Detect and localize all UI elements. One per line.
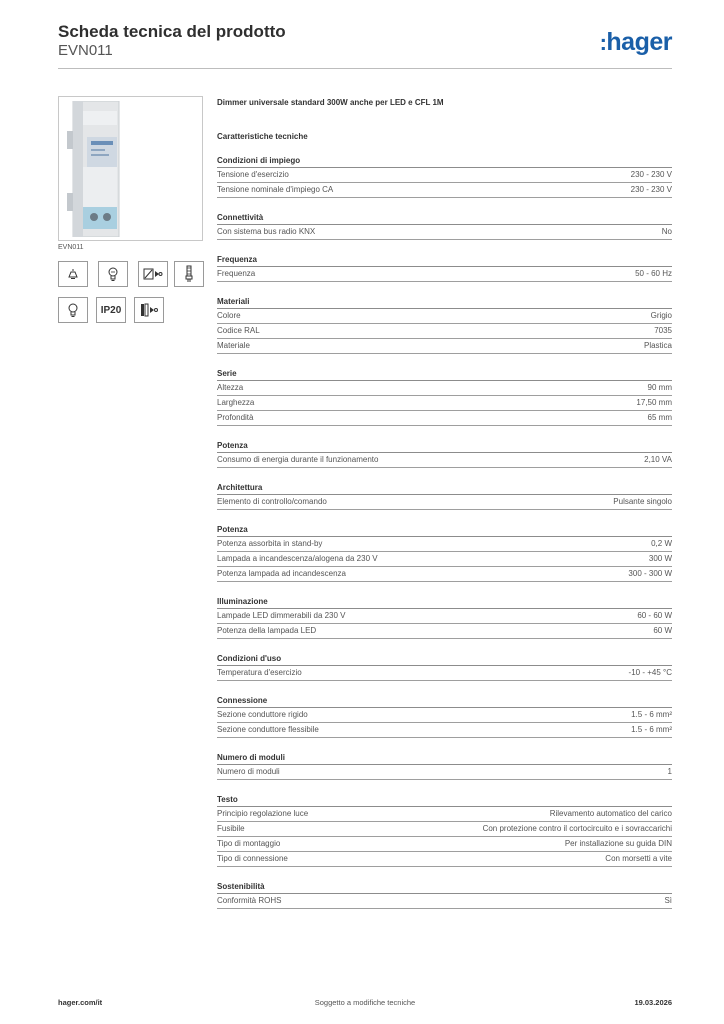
spec-row (217, 537, 672, 552)
spec-row (217, 453, 672, 468)
spec-value: 1.5 - 6 mm² (631, 710, 672, 719)
logo-text: hager (606, 28, 672, 56)
ceiling-lamp-icon (58, 261, 88, 287)
spec-label: Frequenza (217, 269, 256, 278)
spec-row (217, 495, 672, 510)
ip20-icon: IP20 (96, 297, 126, 323)
spec-content (217, 97, 672, 923)
spec-value: 1 (667, 767, 672, 776)
spec-row (217, 708, 672, 723)
spec-label: Lampade LED dimmerabili da 230 V (217, 611, 346, 620)
spec-section (217, 524, 672, 582)
spec-label: Tensione d'esercizio (217, 170, 289, 179)
spec-label: Conformità ROHS (217, 896, 282, 905)
spec-row (217, 567, 672, 582)
section-title: Sostenibilità (217, 881, 672, 894)
din-module-icon (134, 297, 164, 323)
page-footer (58, 998, 672, 1008)
spec-section (217, 653, 672, 681)
section-title: Potenza (217, 524, 672, 537)
spec-row (217, 624, 672, 639)
spec-value: 0,2 W (651, 539, 672, 548)
dimmer-device-illustration (67, 101, 125, 237)
section-title: Condizioni di impiego (217, 155, 672, 168)
spec-section (217, 368, 672, 426)
spec-value: 65 mm (647, 413, 672, 422)
image-caption: EVN011 (58, 244, 84, 251)
spec-label: Materiale (217, 341, 250, 350)
spec-label: Tensione nominale d'impiego CA (217, 185, 334, 194)
spec-row (217, 324, 672, 339)
page-header (58, 22, 286, 60)
spec-label: Consumo di energia durante il funzionamento (217, 455, 379, 464)
spec-value: Con morsetti a vite (605, 854, 672, 863)
spec-label: Potenza lampada ad incandescenza (217, 569, 346, 578)
spec-label: Numero di moduli (217, 767, 280, 776)
section-title: Serie (217, 368, 672, 381)
spec-row (217, 309, 672, 324)
spec-value: 2,10 VA (644, 455, 672, 464)
spec-section (217, 695, 672, 738)
spec-row (217, 339, 672, 354)
section-title: Frequenza (217, 254, 672, 267)
product-image (58, 96, 203, 241)
spec-section (217, 482, 672, 510)
spec-label: Sezione conduttore flessibile (217, 725, 319, 734)
spec-label: Tipo di connessione (217, 854, 288, 863)
spec-sections (217, 155, 672, 909)
spec-value: -10 - +45 °C (628, 668, 672, 677)
spec-row (217, 765, 672, 780)
spec-section (217, 296, 672, 354)
spec-row (217, 822, 672, 837)
spec-section (217, 794, 672, 867)
spec-row (217, 807, 672, 822)
section-title: Materiali (217, 296, 672, 309)
product-description: Dimmer universale standard 300W anche per LED e CFL 1M (217, 98, 444, 107)
spec-label: Colore (217, 311, 241, 320)
spec-label: Fusibile (217, 824, 245, 833)
section-title: Numero di moduli (217, 752, 672, 765)
specs-heading: Caratteristiche tecniche (217, 132, 308, 141)
led-tube-icon (174, 261, 204, 287)
spec-value: Grigio (650, 311, 672, 320)
spec-label: Tipo di montaggio (217, 839, 281, 848)
spec-section (217, 752, 672, 780)
spec-row (217, 267, 672, 282)
footer-website-link[interactable]: hager.com/it (58, 998, 103, 1007)
spec-section (217, 440, 672, 468)
header-divider (58, 68, 672, 69)
spec-section (217, 881, 672, 909)
spec-label: Altezza (217, 383, 244, 392)
spec-value: 7035 (654, 326, 672, 335)
spec-value: 1.5 - 6 mm² (631, 725, 672, 734)
spec-label: Con sistema bus radio KNX (217, 227, 316, 236)
section-title: Connessione (217, 695, 672, 708)
spec-value: 230 - 230 V (630, 170, 672, 179)
dimmable-bulb-icon (98, 261, 128, 287)
section-title: Connettività (217, 212, 672, 225)
spec-value: 60 - 60 W (637, 611, 672, 620)
spec-label: Profondità (217, 413, 254, 422)
spec-row (217, 396, 672, 411)
spec-value: Pulsante singolo (613, 497, 672, 506)
spec-value: 300 W (648, 554, 672, 563)
spec-row (217, 609, 672, 624)
spec-value: 60 W (653, 626, 672, 635)
spec-label: Sezione conduttore rigido (217, 710, 308, 719)
spec-section (217, 596, 672, 639)
spec-value: Plastica (643, 341, 672, 350)
spec-value: 17,50 mm (636, 398, 672, 407)
spec-row (217, 552, 672, 567)
spec-row (217, 666, 672, 681)
section-title: Condizioni d'uso (217, 653, 672, 666)
spec-row (217, 894, 672, 909)
footer-note: Soggetto a modifiche tecniche (314, 998, 416, 1007)
spec-row (217, 852, 672, 867)
section-title: Illuminazione (217, 596, 672, 609)
spec-section (217, 212, 672, 240)
spec-label: Elemento di controllo/comando (217, 497, 327, 506)
section-title: Architettura (217, 482, 672, 495)
section-title: Potenza (217, 440, 672, 453)
spec-row (217, 411, 672, 426)
spec-label: Lampada a incandescenza/alogena da 230 V (217, 554, 378, 563)
spec-label: Temperatura d'esercizio (217, 668, 302, 677)
footer-date: 19.03.2026 (634, 998, 672, 1007)
spec-section (217, 155, 672, 198)
hager-logo[interactable]: :hager (599, 28, 672, 56)
spec-row (217, 168, 672, 183)
spec-label: Principio regolazione luce (217, 809, 309, 818)
spec-row (217, 837, 672, 852)
spec-value: 90 mm (647, 383, 672, 392)
spec-value: 300 - 300 W (628, 569, 672, 578)
spec-value: Con protezione contro il cortocircuito e i sovraccarichi (482, 824, 672, 833)
spec-value: Per installazione su guida DIN (564, 839, 672, 848)
light-bulb-icon (58, 297, 88, 323)
product-code: EVN011 (58, 42, 113, 59)
spec-row (217, 225, 672, 240)
spec-value: 50 - 60 Hz (635, 269, 672, 278)
spec-section (217, 254, 672, 282)
dimmer-switch-icon (138, 261, 168, 287)
spec-label: Larghezza (217, 398, 255, 407)
spec-row (217, 183, 672, 198)
spec-row (217, 723, 672, 738)
spec-label: Potenza della lampada LED (217, 626, 317, 635)
spec-value: No (661, 227, 672, 236)
spec-label: Potenza assorbita in stand-by (217, 539, 323, 548)
spec-row (217, 381, 672, 396)
section-title: Testo (217, 794, 672, 807)
spec-value: Sì (664, 896, 672, 905)
spec-value: Rilevamento automatico del carico (549, 809, 672, 818)
page-title: Scheda tecnica del prodotto (58, 22, 286, 41)
spec-label: Codice RAL (217, 326, 260, 335)
spec-value: 230 - 230 V (630, 185, 672, 194)
